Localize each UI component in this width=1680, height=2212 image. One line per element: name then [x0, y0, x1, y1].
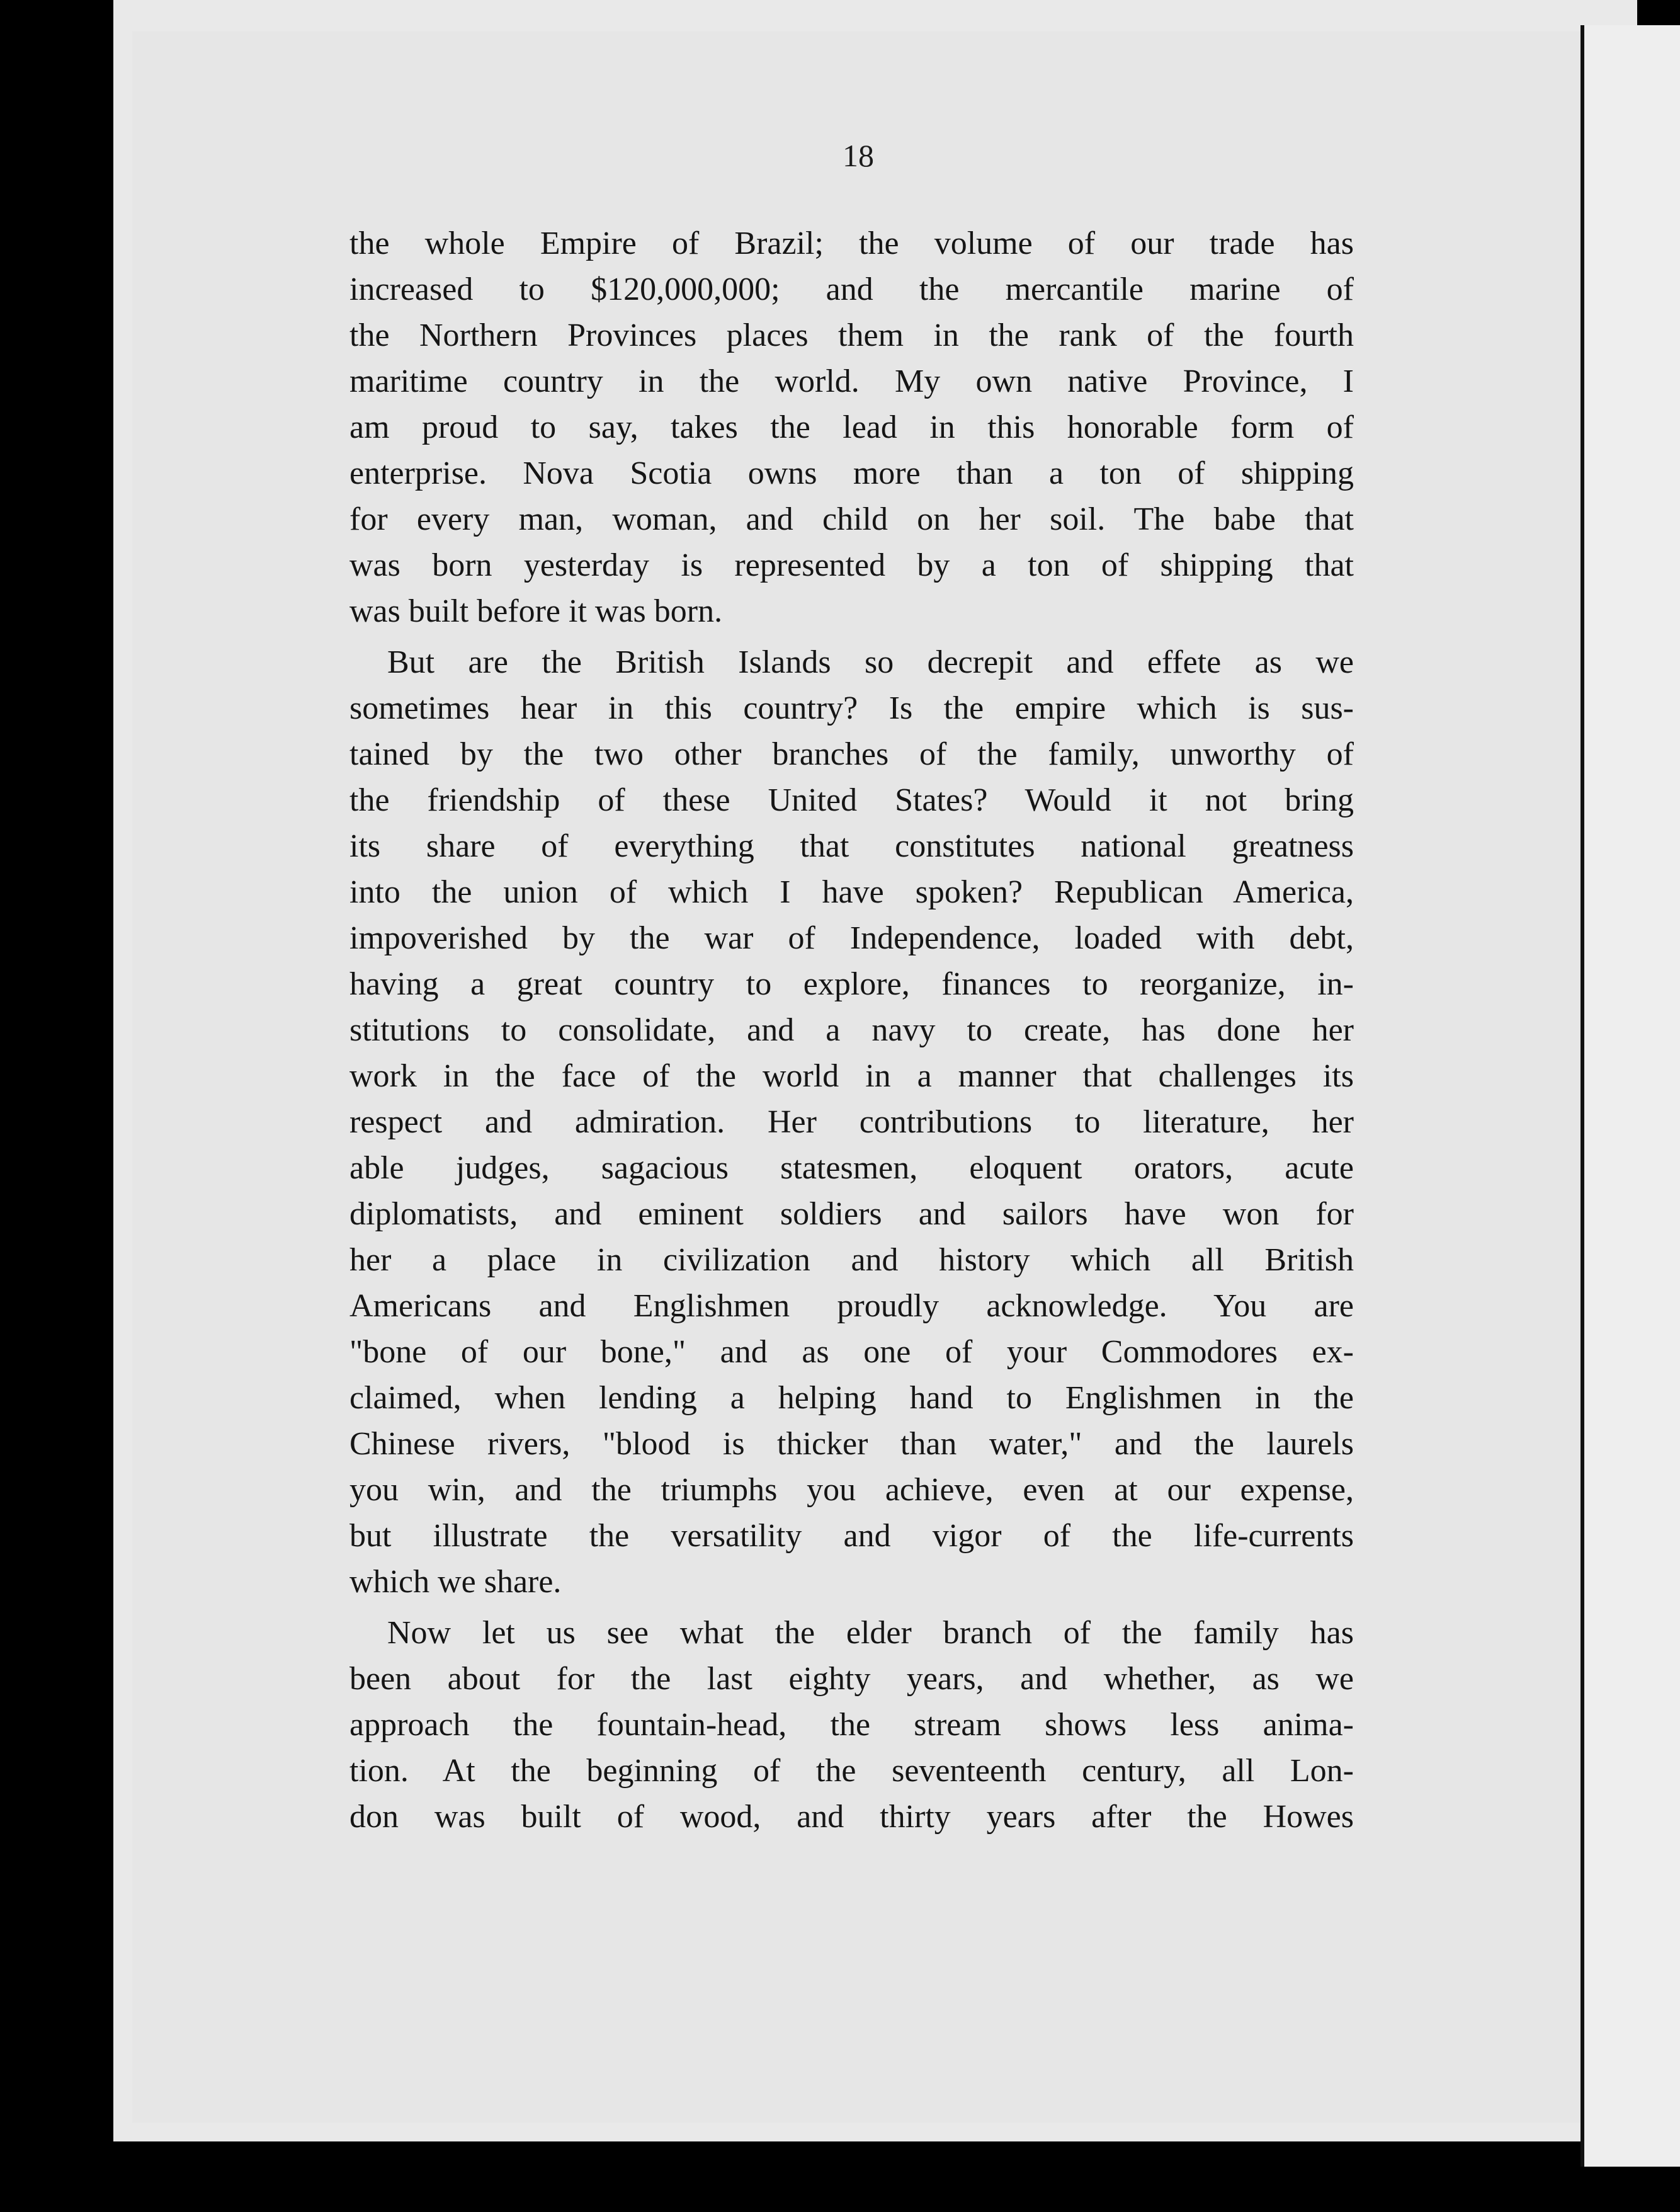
text-line: the friendship of these United States? Would it not bring — [349, 782, 1354, 818]
text-line: which we share. — [349, 1564, 562, 1600]
page-number: 18 — [843, 138, 874, 173]
text-line: claimed, when lending a helping hand to Englishmen in the — [349, 1380, 1354, 1416]
text-line: Now let us see what the elder branch of the family has — [387, 1615, 1354, 1651]
text-line: work in the face of the world in a manner that challenges its — [349, 1058, 1354, 1094]
text-line: was built before it was born. — [349, 593, 723, 629]
paragraph-2 — [349, 639, 1354, 1605]
text-line: the Northern Provinces places them in the rank of the fourth — [349, 317, 1354, 353]
text-line: am proud to say, takes the lead in this honorable form of — [349, 409, 1354, 445]
text-line: maritime country in the world. My own native Province, I — [349, 363, 1354, 399]
text-line: been about for the last eighty years, and whether, as we — [349, 1661, 1354, 1697]
text-line: the whole Empire of Brazil; the volume of our trade has — [349, 225, 1354, 261]
text-line: Chinese rivers, "blood is thicker than water," and the laurels — [349, 1426, 1354, 1462]
text-line: her a place in civilization and history which all British — [349, 1242, 1354, 1278]
paragraph-1 — [349, 220, 1354, 634]
text-line: respect and admiration. Her contributions to literature, her — [349, 1104, 1354, 1140]
text-line: tained by the two other branches of the family, unworthy of — [349, 736, 1354, 772]
text-line: diplomatists, and eminent soldiers and sailors have won for — [349, 1196, 1354, 1232]
text-line: you win, and the triumphs you achieve, even at our expense, — [349, 1472, 1354, 1508]
text-line: for every man, woman, and child on her soil. The babe that — [349, 501, 1354, 537]
text-line: stitutions to consolidate, and a navy to create, has done her — [349, 1012, 1354, 1048]
text-line: enterprise. Nova Scotia owns more than a ton of shipping — [349, 455, 1354, 491]
adjacent-page-edge — [1581, 25, 1680, 2167]
body-text — [349, 220, 1354, 1840]
text-line: impoverished by the war of Independence, loaded with debt, — [349, 920, 1354, 956]
text-line: approach the fountain-head, the stream shows less anima- — [349, 1707, 1354, 1743]
text-line: sometimes hear in this country? Is the empire which is sus- — [349, 690, 1354, 726]
text-line: into the union of which I have spoken? Republican America, — [349, 874, 1354, 910]
text-line: having a great country to explore, finances to reorganize, in- — [349, 966, 1354, 1002]
text-line: but illustrate the versatility and vigor of the life-currents — [349, 1518, 1354, 1554]
text-line: tion. At the beginning of the seventeenth century, all Lon- — [349, 1753, 1354, 1789]
text-line: "bone of our bone," and as one of your Commodores ex- — [349, 1334, 1354, 1370]
text-line: But are the British Islands so decrepit and effete as we — [387, 644, 1354, 680]
text-line: was born yesterday is represented by a ton of shipping that — [349, 547, 1354, 583]
paragraph-3 — [349, 1610, 1354, 1840]
text-line: able judges, sagacious statesmen, eloquent orators, acute — [349, 1150, 1354, 1186]
text-line: its share of everything that constitutes national greatness — [349, 828, 1354, 864]
text-line: Americans and Englishmen proudly acknowledge. You are — [349, 1288, 1354, 1324]
text-line: increased to $120,000,000; and the mercantile marine of — [349, 271, 1354, 307]
text-line: don was built of wood, and thirty years after the Howes — [349, 1799, 1354, 1835]
